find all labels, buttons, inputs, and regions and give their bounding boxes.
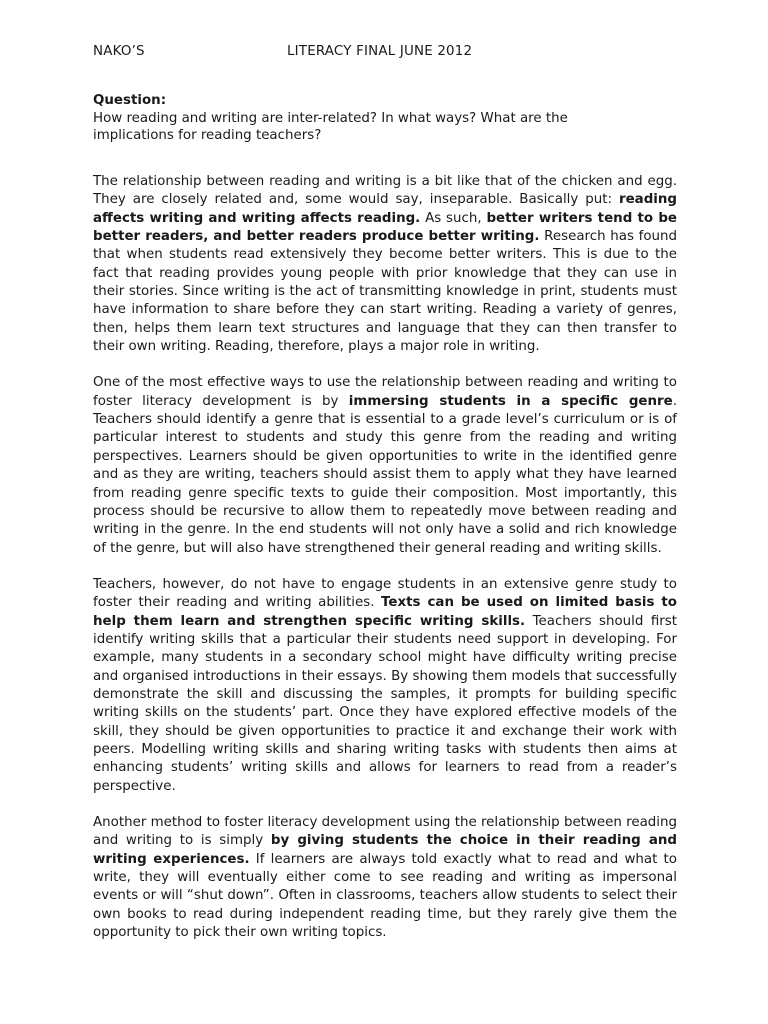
paragraph-bold-text: by giving students the choice in their reading and writing experiences. — [93, 833, 677, 867]
paragraph-bold-text: better writers tend to be better readers, and better readers produce better writing. — [93, 210, 677, 245]
header-title: LITERACY FINAL JUNE 2012 — [287, 44, 473, 59]
paragraph-text: . Teachers should identify a genre that is essential to a grade level’s curriculum or is of particular interest to students and study this genre from the reading and writing perspectives. Learners should be given opportunities to write in the identified genre and as they are writing, teachers should assist them to apply what they have learned from reading genre specific texts to guide their composition. Most importantly, this process should be recursive to allow them to repeatedly move between reading and writing in the genre. In the end students will not only have a solid and rich knowledge of the genre, but will also have strengthened their general reading and writing skills. — [93, 393, 677, 556]
paragraph-3 — [93, 576, 677, 796]
paragraph-4 — [93, 814, 677, 942]
paragraph-bold-text: Texts can be used on limited basis to help them learn and strengthen specific writing skills. — [93, 595, 677, 629]
essay-body — [93, 173, 677, 960]
paragraph-text: Research has found that when students read extensively they become better writers. This is due to the fact that reading provides young people with prior knowledge that they can use in their stories. Since writing is the act of transmitting knowledge in print, students must have information to share before they can start writing. Reading a variety of genres, then, helps them learn text structures and language that they can then transfer to their own writing. Reading, therefore, plays a major role in writing. — [93, 229, 677, 355]
paragraph-bold-text: immersing students in a specific genre — [348, 393, 673, 409]
paragraph-text: Another method to foster literacy development using the relationship between reading and writing to is simply — [93, 815, 677, 849]
header-author: NAKO’S — [93, 44, 145, 59]
question-label: Question: — [93, 93, 167, 108]
paragraph-text: If learners are always told exactly what to read and what to write, they will eventually either come to see reading and writing as impersonal events or will “shut down”. Often in classrooms, teachers allow students to select their own books to read during independent reading time, but they rarely give them the opportunity to pick their own writing topics. — [93, 851, 677, 941]
question-block — [93, 92, 613, 145]
paragraph-text: One of the most effective ways to use the relationship between reading and writing to foster literacy development is by — [93, 375, 677, 409]
paragraph-text: Teachers should first identify writing skills that a particular their students need support in developing. For example, many students in a secondary school might have difficulty writing precise and organised introductions in their essays. By showing them models that successfully demonstrate the skill and discussing the samples, it prompts for building specific writing skills on the students’ part. Once they have explored effective models of the skill, they should be given opportunities to practice it and exchange their work with peers. Modelling writing skills and sharing writing tasks with students then aims at enhancing students’ writing skills and allows for learners to read from a reader’s perspective. — [93, 613, 677, 794]
question-text: How reading and writing are inter-related? In what ways? What are the implications for reading teachers? — [93, 110, 568, 143]
paragraph-bold-text: reading affects writing and writing affects reading. — [93, 192, 677, 226]
paragraph-text: Teachers, however, do not have to engage students in an extensive genre study to foster their reading and writing abilities. — [93, 576, 677, 611]
paragraph-text: The relationship between reading and writing is a bit like that of the chicken and egg. They are closely related and, some would say, inseparable. Basically put: — [93, 174, 677, 208]
paragraph-text: As such, — [420, 210, 487, 226]
paragraph-1 — [93, 173, 677, 356]
paragraph-2 — [93, 374, 677, 557]
